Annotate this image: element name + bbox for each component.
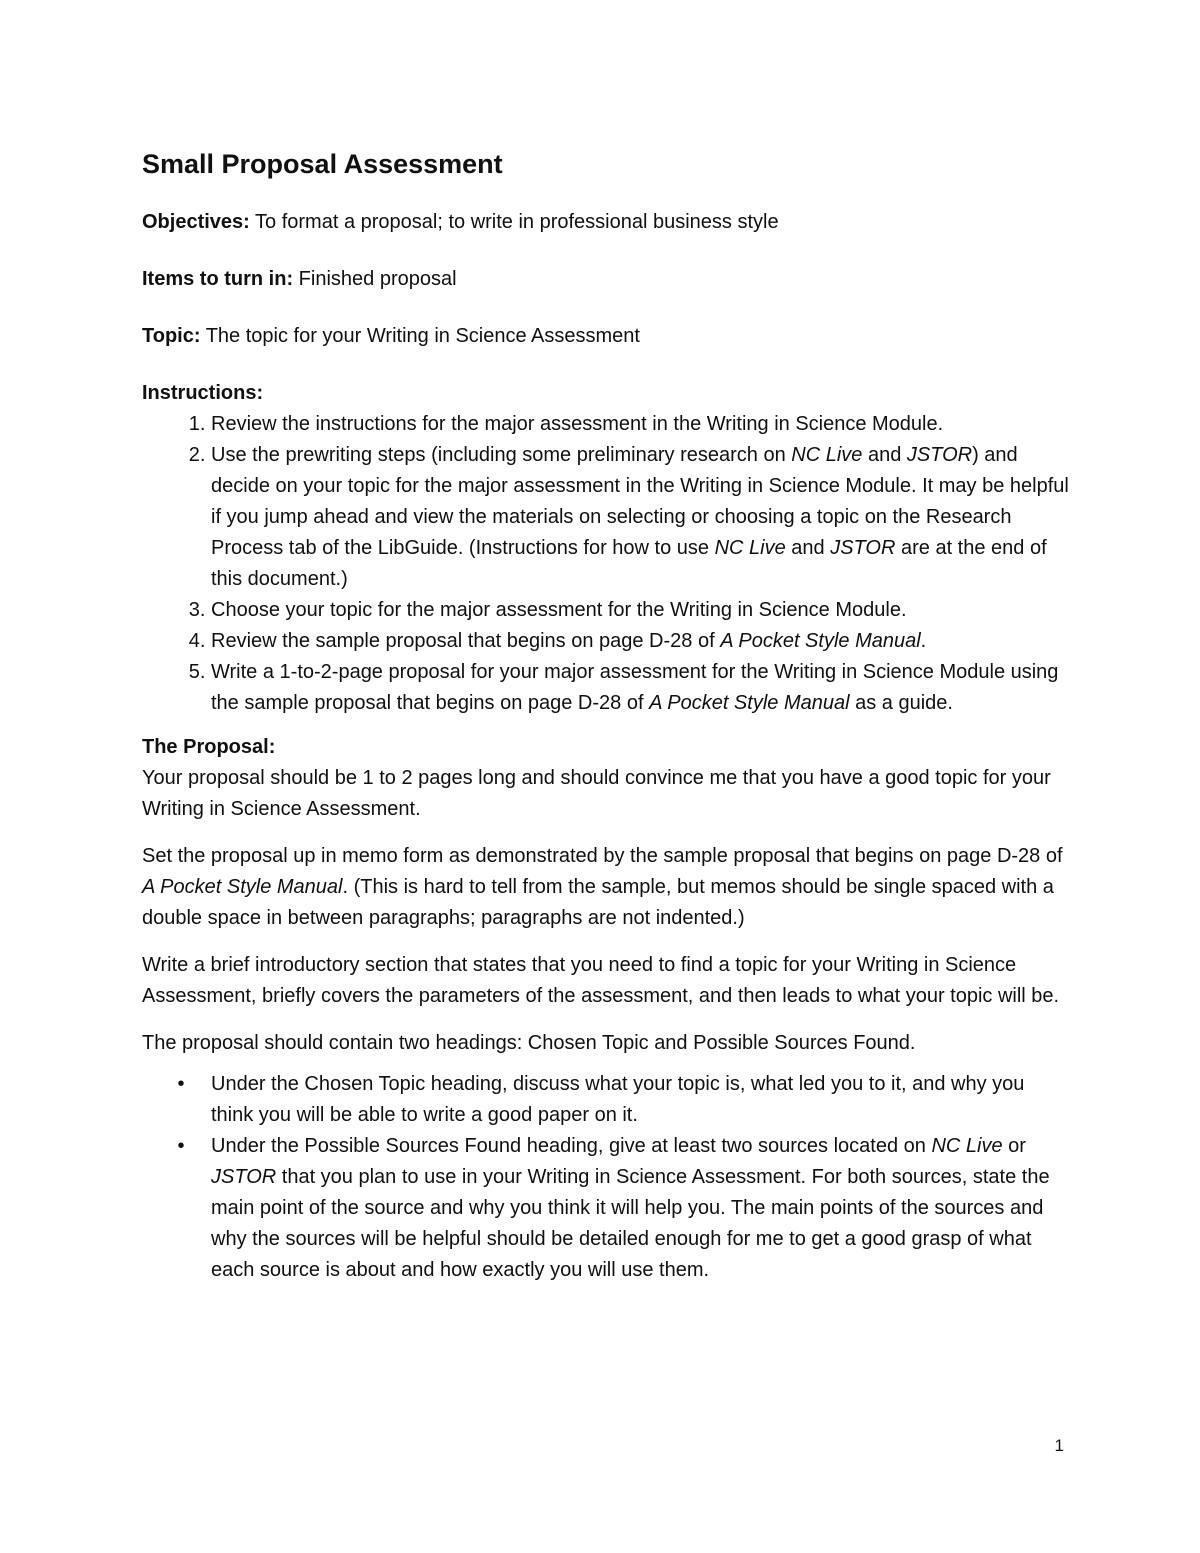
jstor-text: JSTOR — [906, 444, 973, 466]
list-item — [177, 1131, 1072, 1286]
proposal-bullet-list — [142, 1069, 1072, 1286]
step-text: Choose your topic for the major assessment for the Writing in Science Module. — [211, 599, 907, 621]
items-line — [142, 264, 1072, 295]
nc-live-text: NC Live — [931, 1135, 1003, 1157]
step-text: Review the instructions for the major assessment in the Writing in Science Module. — [211, 413, 944, 435]
proposal-paragraph-1: Your proposal should be 1 to 2 pages long and should convince me that you have a good topic for your Writing in Science Assessment. — [142, 767, 1051, 820]
document-body — [142, 146, 1072, 1286]
step-text: as a guide. — [849, 692, 953, 714]
step-text: Write a 1-to-2-page proposal for your major assessment for the Writing in Science Module using the sample proposal that begins on page D-28 of — [211, 661, 1059, 714]
instructions-list — [142, 409, 1072, 719]
list-item — [177, 1069, 1072, 1131]
paragraph-text: . (This is hard to tell from the sample, but memos should be single spaced with a double space in between paragraphs; paragraphs are not indented.) — [142, 876, 1054, 929]
step-text: and — [862, 444, 907, 466]
objectives-text: To format a proposal; to write in professional business style — [249, 211, 779, 233]
jstor-text: JSTOR — [211, 1166, 277, 1188]
bullet-text: or — [1002, 1135, 1026, 1157]
bullet-icon: • — [177, 1073, 185, 1095]
book-title-text: A Pocket Style Manual — [142, 876, 343, 898]
nc-live-text: NC Live — [791, 444, 863, 466]
bullet-text: Under the Possible Sources Found heading, give at least two sources located on — [211, 1135, 932, 1157]
list-item — [211, 409, 1072, 440]
list-item — [211, 440, 1072, 595]
page-title: Small Proposal Assessment — [142, 149, 503, 179]
page-number: 1 — [1054, 1436, 1064, 1455]
instructions-heading: Instructions: — [142, 382, 264, 404]
list-item — [211, 595, 1072, 626]
bullet-text: that you plan to use in your Writing in Science Assessment. For both sources, state the main point of the source and why you think it will help you. The main points of the sources and why the sources will be helpful should be detailed enough for me to get a good grasp of what each source is about and how exactly you will use them. — [211, 1166, 1050, 1281]
proposal-heading: The Proposal: — [142, 736, 276, 758]
proposal-paragraph-2 — [142, 841, 1072, 934]
paragraph-text: Set the proposal up in memo form as demonstrated by the sample proposal that begins on page D-28 of — [142, 845, 1063, 867]
bullet-text: Under the Chosen Topic heading, discuss what your topic is, what led you to it, and why you think you will be able to write a good paper on it. — [211, 1073, 1025, 1126]
step-text: Review the sample proposal that begins on page D-28 of — [211, 630, 721, 652]
list-item — [211, 626, 1072, 657]
topic-label: Topic: — [142, 325, 201, 347]
step-text: are at the end of this document.) — [211, 537, 1047, 590]
step-text: Use the prewriting steps (including some preliminary research on — [211, 444, 792, 466]
book-title-text: A Pocket Style Manual — [720, 630, 921, 652]
jstor-text: JSTOR — [830, 537, 896, 559]
bullet-icon: • — [177, 1135, 185, 1157]
proposal-paragraph-3: Write a brief introductory section that states that you need to find a topic for your Writing in Science Assessment, briefly covers the parameters of the assessment, and then leads to what your topic will be. — [142, 954, 1060, 1007]
step-text: ) and decide on your topic for the major assessment in the Writing in Science Module. It may be helpful if you jump ahead and view the materials on selecting or choosing a topic on the Research Process tab of the LibGuide. (Instructions for how to use — [211, 444, 1069, 559]
step-text: and — [785, 537, 831, 559]
objectives-line — [142, 207, 1072, 238]
nc-live-text: NC Live — [714, 537, 786, 559]
items-label: Items to turn in: — [142, 268, 294, 290]
step-text: . — [920, 630, 927, 652]
topic-text: The topic for your Writing in Science Assessment — [200, 325, 640, 347]
book-title-text: A Pocket Style Manual — [649, 692, 850, 714]
topic-line — [142, 321, 1072, 352]
proposal-paragraph-4: The proposal should contain two headings: Chosen Topic and Possible Sources Found. — [142, 1032, 916, 1054]
objectives-label: Objectives: — [142, 211, 250, 233]
list-item — [211, 657, 1072, 719]
items-text: Finished proposal — [293, 268, 457, 290]
